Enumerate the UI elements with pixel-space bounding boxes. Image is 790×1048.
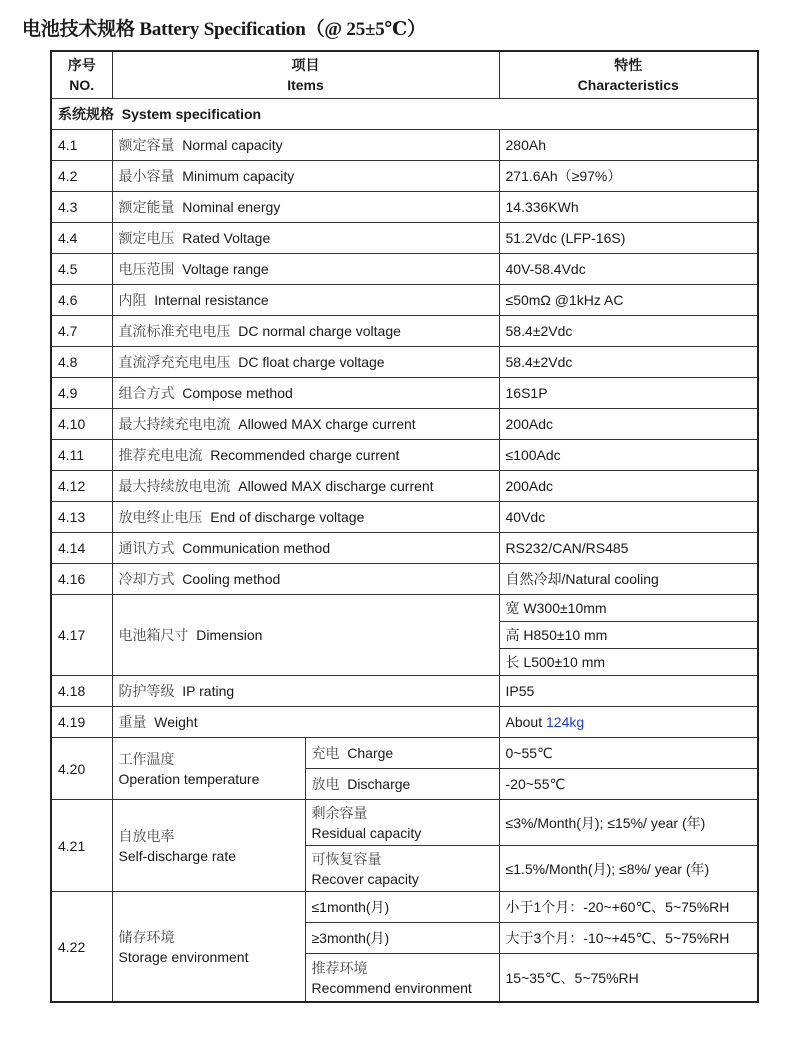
text-label: 0~55℃ [505,745,553,761]
text-label: Recover capacity [311,870,419,887]
text-label: 14.336KWh [505,199,579,215]
row-number [51,707,112,738]
text-label: ≤50mΩ @1kHz AC [505,292,624,308]
text-label: IP rating [182,683,235,699]
text-label: ≥3month(月) [311,930,390,946]
text-label: Items [287,77,324,93]
text-label: 工作温度 [118,750,175,767]
text-label: 最大持续充电电流 [118,416,231,432]
row-number [51,130,112,161]
text-label: ≤1.5%/Month(月); ≤8%/ year (年) [505,860,710,877]
row-value [499,676,758,707]
text-label: 电压范围 [118,261,175,277]
table-row [51,316,758,347]
text-label: 序号 [67,57,96,73]
text-label: 4.4 [58,230,78,246]
text-label: Characteristics [577,77,679,93]
text-label: 4.22 [58,938,86,955]
text-label: ≤100Adc [505,447,561,463]
text-label: Self-discharge rate [118,847,237,864]
row-value [499,223,758,254]
text-label: 200Adc [505,478,553,494]
spec-table [50,50,759,1003]
text-label: 200Adc [505,416,553,432]
text-label: Cooling method [182,571,281,587]
table-row [51,533,758,564]
text-label: 4.14 [58,540,86,556]
table-row-group [51,892,758,923]
text-label: Internal resistance [154,292,269,308]
text-label: Minimum capacity [182,168,295,184]
text-label: 16S1P [505,385,548,401]
table-header-row [51,51,758,99]
sub-value [499,738,758,769]
header-characteristics [499,51,758,99]
row-item [112,707,499,738]
text-label: 4.17 [58,627,86,643]
text-label: 4.11 [58,447,85,463]
text-label: Voltage range [182,261,269,277]
row-value [499,285,758,316]
row-item [112,316,499,347]
text-label: Dimension [196,627,263,643]
row-value [499,254,758,285]
text-label: Normal capacity [182,137,283,153]
row-item [112,192,499,223]
table-row [51,285,758,316]
table-row [51,347,758,378]
row-number [51,440,112,471]
table-row [51,440,758,471]
row-number [51,409,112,440]
table-row [51,378,758,409]
text-label: 40Vdc [505,509,546,525]
table-row [51,130,758,161]
text-label: ≤1month(月) [311,899,390,915]
table-row [51,471,758,502]
sub-value [499,800,758,846]
sub-value [499,846,758,892]
row-item [112,254,499,285]
row-item [112,161,499,192]
text-label: 直流标准充电电压 [118,323,231,339]
text-label: 项目 [291,57,320,73]
text-label: Recommend environment [311,979,472,996]
dimension-value [499,595,758,622]
section-row [51,99,758,130]
row-value [499,471,758,502]
text-label: DC normal charge voltage [238,323,401,339]
text-label: IP55 [505,683,535,699]
text-label: 组合方式 [118,385,175,401]
row-item [112,347,499,378]
row-number [51,254,112,285]
text-label: 防护等级 [118,683,175,699]
text-label: 推荐环境 [311,959,368,976]
text-label: 4.9 [58,385,78,401]
text-label: Weight [154,714,198,730]
row-item [112,130,499,161]
text-label: 大于3个月：-10~+45℃、5~75%RH [505,930,730,946]
text-label: RS232/CAN/RS485 [505,540,629,556]
text-label: 4.8 [58,354,78,370]
header-items [112,51,499,99]
row-number [51,595,112,676]
text-label: 充电 [311,745,340,761]
text-label: 58.4±2Vdc [505,323,573,339]
row-item [112,564,499,595]
text-label: 自然冷却/Natural cooling [505,571,659,587]
table-row [51,192,758,223]
text-label: Storage environment [118,948,249,965]
row-value [499,161,758,192]
dimension-value [499,649,758,676]
sub-value [499,923,758,954]
text-label: Communication method [182,540,331,556]
sub-item [305,738,499,769]
text-label: DC float charge voltage [238,354,385,370]
text-label: 系统规格 [58,106,114,122]
text-label: 放电终止电压 [118,509,203,525]
text-label: 最小容量 [118,168,175,184]
row-value [499,533,758,564]
text-label: 58.4±2Vdc [505,354,573,370]
sub-item [305,892,499,923]
text-label: Charge [347,745,394,761]
row-item [112,223,499,254]
text-label: 4.1 [58,137,78,153]
text-label: 280Ah [505,137,546,153]
table-row-group [51,738,758,769]
row-item [112,533,499,564]
text-label: Operation temperature [118,770,260,787]
sub-value [499,769,758,800]
table-row [51,254,758,285]
table-row [51,223,758,254]
table-row-weight [51,707,758,738]
text-label: 内阻 [118,292,147,308]
row-number [51,564,112,595]
row-value [499,316,758,347]
document-title: 电池技术规格 Battery Specification（@ 25±5℃） [22,19,426,40]
text-label: 直流浮充充电电压 [118,354,231,370]
row-value [499,130,758,161]
row-value [499,347,758,378]
text-label: 宽 W300±10mm [505,600,607,616]
row-item [112,440,499,471]
row-number [51,533,112,564]
text-label: About [505,714,546,730]
table-row-ip [51,676,758,707]
text-label: 通讯方式 [118,540,175,556]
row-number [51,223,112,254]
table-row [51,161,758,192]
text-label: 4.10 [58,416,86,432]
text-label: 特性 [614,57,643,73]
row-value [499,192,758,223]
text-label: 电池箱尺寸 [118,627,189,643]
row-item [112,378,499,409]
text-label: 51.2Vdc (LFP-16S) [505,230,626,246]
sub-item [305,769,499,800]
dimension-value [499,622,758,649]
sub-item [305,954,499,1003]
row-number [51,378,112,409]
row-item [112,285,499,316]
row-value [499,409,758,440]
text-label: 额定电压 [118,230,175,246]
text-label: 储存环境 [118,928,175,945]
text-label: 冷却方式 [118,571,175,587]
text-label: Rated Voltage [182,230,271,246]
header-no [51,51,112,99]
table-row-group [51,800,758,846]
sub-item [305,923,499,954]
text-label: 4.5 [58,261,78,277]
row-item [112,595,499,676]
weight-value: 124kg [546,714,585,730]
row-number [51,892,112,1003]
row-number [51,285,112,316]
text-label: Compose method [182,385,293,401]
text-label: -20~55℃ [505,776,566,792]
sub-item [305,846,499,892]
table-row-dimension [51,595,758,622]
text-label: 剩余容量 [311,804,368,821]
row-value [499,707,758,738]
row-item [112,471,499,502]
text-label: 额定容量 [118,137,175,153]
text-label: Allowed MAX discharge current [238,478,434,494]
row-number [51,192,112,223]
row-number [51,800,112,892]
text-label: 271.6Ah（≥97%） [505,168,622,184]
row-item [112,409,499,440]
text-label: 可恢复容量 [311,850,382,867]
text-label: System specification [121,106,262,122]
table-row [51,502,758,533]
text-label: 4.20 [58,760,86,777]
sub-value [499,892,758,923]
text-label: Residual capacity [311,824,422,841]
row-item [112,800,305,892]
text-label: 额定能量 [118,199,175,215]
text-label: 重量 [118,714,147,730]
table-row [51,564,758,595]
text-label: 小于1个月：-20~+60℃、5~75%RH [505,899,730,915]
text-label: 高 H850±10 mm [505,627,608,643]
row-number [51,347,112,378]
row-item [112,676,499,707]
text-label: 4.2 [58,168,78,184]
text-label: 最大持续放电电流 [118,478,231,494]
text-label: Discharge [347,776,411,792]
text-label: 4.18 [58,683,86,699]
sub-item [305,800,499,846]
text-label: 4.7 [58,323,78,339]
text-label: 4.3 [58,199,78,215]
text-label: 4.12 [58,478,86,494]
row-item [112,502,499,533]
text-label: Allowed MAX charge current [238,416,416,432]
row-value [499,564,758,595]
row-item [112,892,305,1003]
text-label: 4.6 [58,292,78,308]
row-number [51,502,112,533]
text-label: 4.16 [58,571,86,587]
text-label: 40V-58.4Vdc [505,261,586,277]
text-label: 放电 [311,776,340,792]
row-number [51,676,112,707]
text-label: 自放电率 [118,827,175,844]
row-number [51,471,112,502]
text-label: ≤3%/Month(月); ≤15%/ year (年) [505,814,706,831]
row-item [112,738,305,800]
text-label: 4.19 [58,714,86,730]
row-value [499,378,758,409]
text-label: Nominal energy [182,199,281,215]
text-label: Recommended charge current [210,447,400,463]
text-label: NO. [69,77,95,93]
text-label: 4.21 [58,837,86,854]
section-title [51,99,758,130]
text-label: 长 L500±10 mm [505,654,606,670]
row-number [51,738,112,800]
text-label: End of discharge voltage [210,509,365,525]
table-row [51,409,758,440]
row-number [51,316,112,347]
sub-value [499,954,758,1003]
row-value [499,440,758,471]
row-value [499,502,758,533]
text-label: 15~35℃、5~75%RH [505,969,639,986]
text-label: 4.13 [58,509,86,525]
row-number [51,161,112,192]
text-label: 推荐充电电流 [118,447,203,463]
